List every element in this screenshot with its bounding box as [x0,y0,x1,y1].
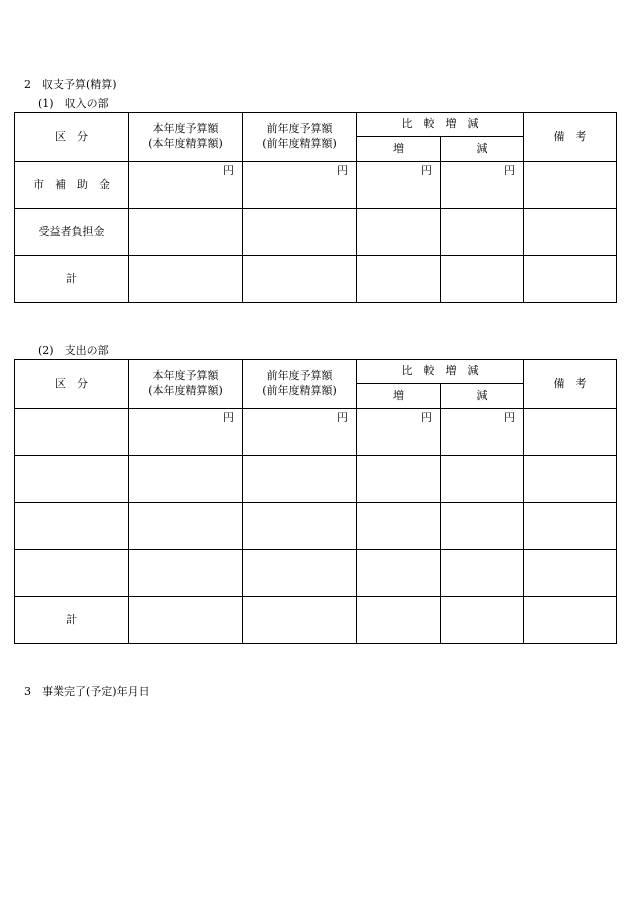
amount-cell [357,162,441,209]
expense-table [14,359,617,644]
amount-cell [129,162,243,209]
unit-label: 円 [504,411,515,424]
header-current-budget: 本年度予算額 (本年度精算額) [129,113,243,162]
header-increase: 増 [357,137,441,162]
remarks-cell [524,162,617,209]
table-row [15,209,617,256]
amount-cell [243,597,357,644]
amount-cell [441,550,524,597]
amount-cell [357,409,441,456]
row-label: 受益者負担金 [15,209,129,256]
expense-section-title: (2) 支出の部 [38,344,109,357]
remarks-cell [524,256,617,303]
amount-cell [129,256,243,303]
header-decrease: 減 [441,384,524,409]
header-current-budget: 本年度予算額 (本年度精算額) [129,360,243,409]
unit-label: 円 [337,411,348,424]
table-row [15,256,617,303]
unit-label: 円 [223,164,234,177]
amount-cell [243,409,357,456]
section-2-title: 2 収支予算(精算) [24,78,117,91]
row-label [15,456,129,503]
amount-cell [357,503,441,550]
amount-cell [129,209,243,256]
amount-cell [357,550,441,597]
header-remarks: 備 考 [524,360,617,409]
header-category: 区 分 [15,113,129,162]
amount-cell [357,209,441,256]
row-label: 計 [15,597,129,644]
row-label [15,503,129,550]
amount-cell [129,456,243,503]
amount-cell [243,162,357,209]
unit-label: 円 [223,411,234,424]
amount-cell [441,162,524,209]
unit-label: 円 [421,411,432,424]
header-comparison: 比 較 増 減 [357,113,524,137]
header-prev-budget: 前年度予算額 (前年度精算額) [243,360,357,409]
header-increase: 増 [357,384,441,409]
remarks-cell [524,209,617,256]
header-remarks: 備 考 [524,113,617,162]
amount-cell [441,256,524,303]
remarks-cell [524,550,617,597]
header-prev-budget: 前年度予算額 (前年度精算額) [243,113,357,162]
table-row [15,597,617,644]
remarks-cell [524,597,617,644]
header-category: 区 分 [15,360,129,409]
amount-cell [129,409,243,456]
row-label: 市 補 助 金 [15,162,129,209]
amount-cell [129,550,243,597]
amount-cell [357,456,441,503]
amount-cell [441,597,524,644]
header-decrease: 減 [441,137,524,162]
income-table [14,112,617,303]
table-row [15,550,617,597]
amount-cell [243,550,357,597]
amount-cell [441,209,524,256]
amount-cell [243,503,357,550]
amount-cell [243,256,357,303]
unit-label: 円 [504,164,515,177]
amount-cell [441,503,524,550]
table-row [15,456,617,503]
table-row [15,409,617,456]
table-row [15,162,617,209]
amount-cell [441,409,524,456]
income-section-title: (1) 収入の部 [38,97,109,110]
unit-label: 円 [337,164,348,177]
row-label [15,550,129,597]
amount-cell [357,256,441,303]
table-row [15,503,617,550]
remarks-cell [524,503,617,550]
header-comparison: 比 較 増 減 [357,360,524,384]
row-label [15,409,129,456]
amount-cell [129,597,243,644]
remarks-cell [524,409,617,456]
amount-cell [243,456,357,503]
row-label: 計 [15,256,129,303]
amount-cell [129,503,243,550]
amount-cell [441,456,524,503]
unit-label: 円 [421,164,432,177]
remarks-cell [524,456,617,503]
section-3-title: 3 事業完了(予定)年月日 [24,685,150,698]
amount-cell [357,597,441,644]
amount-cell [243,209,357,256]
